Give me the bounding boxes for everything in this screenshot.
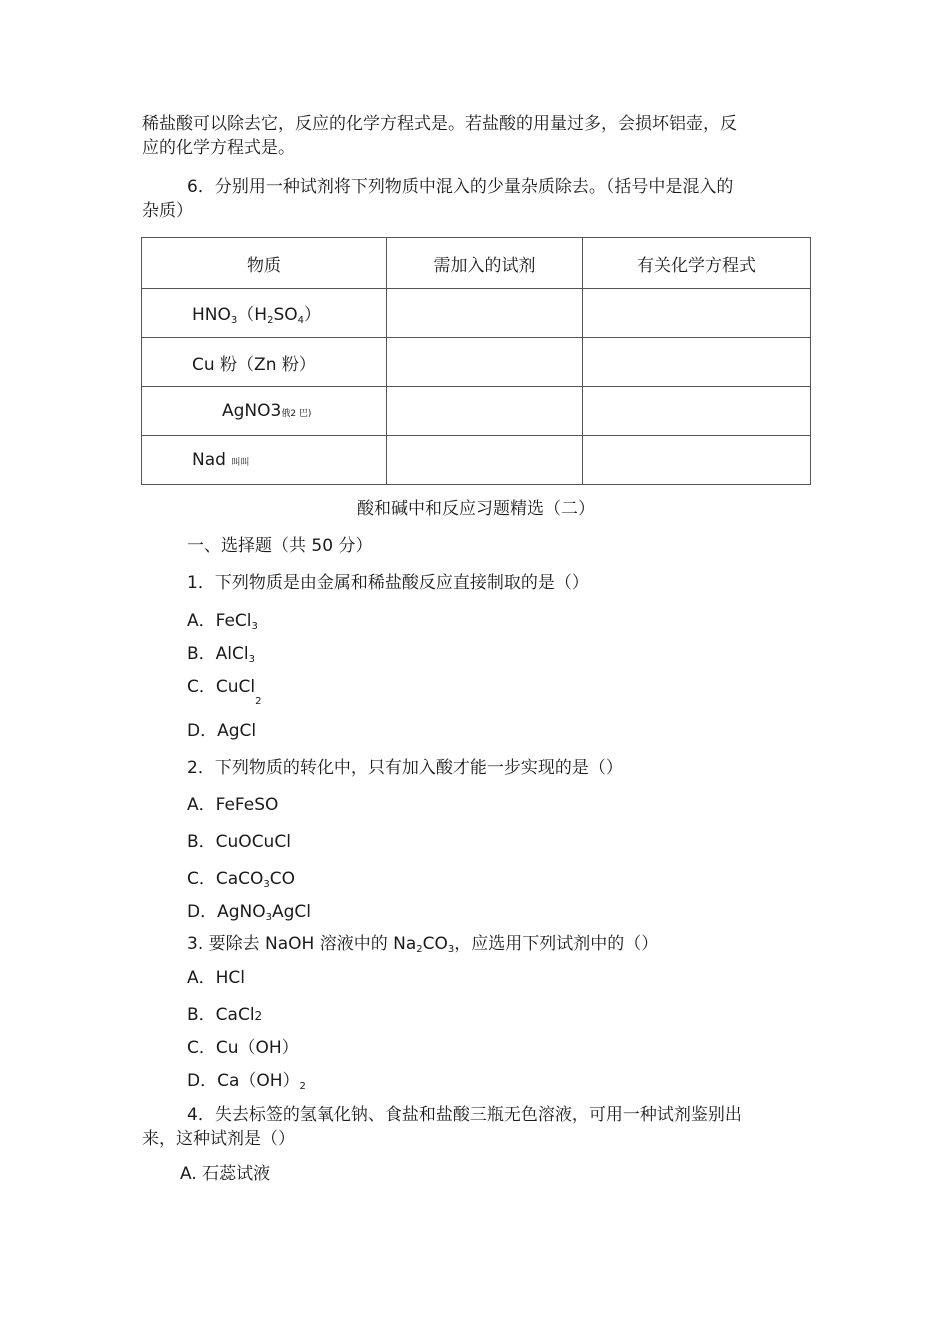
part1-heading: 一、选择题（共 50 分） <box>187 536 373 556</box>
intro-line-1: 稀盐酸可以除去它，反应的化学方程式是。若盐酸的用量过多，会损坏铝壶，反 <box>142 114 737 134</box>
q3-option-c: C．Cu（OH） <box>187 1038 299 1058</box>
equation-cell <box>583 436 811 485</box>
q2-stem: 2．下列物质的转化中，只有加入酸才能一步实现的是（） <box>187 758 623 778</box>
q3-option-a: A．HCl <box>187 968 246 988</box>
table-row <box>142 387 811 436</box>
q3-option-d: D．$Ca(OH)_2$ <box>187 1071 306 1092</box>
header-substance: 物质 <box>142 238 387 289</box>
table-row <box>142 436 811 485</box>
table-header-row <box>142 238 811 289</box>
q3-stem: 3. 要除去 NaOH 溶液中的 $Na_2CO_3$，应选用下列试剂中的（） <box>187 934 659 955</box>
reagent-cell <box>387 289 583 338</box>
substance-cell: AgNO3俄2 巴) <box>142 387 387 436</box>
equation-cell <box>583 289 811 338</box>
q1-option-c: C．CuCl$_2$ <box>187 677 262 707</box>
reagent-cell <box>387 387 583 436</box>
q2-option-b: B．CuOCuCl <box>187 832 291 852</box>
q2-option-d: D．AgNO$_3$AgCl <box>187 902 311 923</box>
equation-cell <box>583 387 811 436</box>
equation-cell <box>583 338 811 387</box>
table-row <box>142 289 811 338</box>
q1-option-d: D．AgCl <box>187 721 257 741</box>
intro-line-2: 应的化学方程式是。 <box>142 138 295 158</box>
q4-line-1: 4．失去标签的氢氧化钠、食盐和盐酸三瓶无色溶液，可用一种试剂鉴别出 <box>187 1105 742 1125</box>
q6-line-1: 6．分别用一种试剂将下列物质中混入的少量杂质除去。（括号中是混入的 <box>187 177 734 197</box>
q2-option-c: C．CaCO$_3$CO <box>187 869 296 890</box>
q1-option-b: B．AlCl$_3$ <box>187 644 255 665</box>
q4-option-a: A. 石蕊试液 <box>180 1164 271 1184</box>
q1-stem: 1．下列物质是由金属和稀盐酸反应直接制取的是（） <box>187 573 589 593</box>
table-row <box>142 338 811 387</box>
substance-cell: $HNO_3(H_2SO_4)$ <box>142 289 387 338</box>
q4-line-2: 来，这种试剂是（） <box>142 1129 295 1149</box>
reagent-cell <box>387 338 583 387</box>
reagent-table <box>141 237 811 485</box>
substance-cell: Nad 叫叫 <box>142 436 387 485</box>
q6-line-2: 杂质） <box>142 201 193 221</box>
header-equation: 有关化学方程式 <box>583 238 811 289</box>
q1-option-a: A．FeCl$_3$ <box>187 611 258 632</box>
substance-cell: Cu 粉（Zn 粉） <box>142 338 387 387</box>
header-reagent: 需加入的试剂 <box>387 238 583 289</box>
q2-option-a: A．FeFeSO <box>187 795 279 815</box>
q3-option-b: B．CaCl2 <box>187 1005 263 1025</box>
section-title: 酸和碱中和反应习题精选（二） <box>357 499 595 519</box>
reagent-cell <box>387 436 583 485</box>
